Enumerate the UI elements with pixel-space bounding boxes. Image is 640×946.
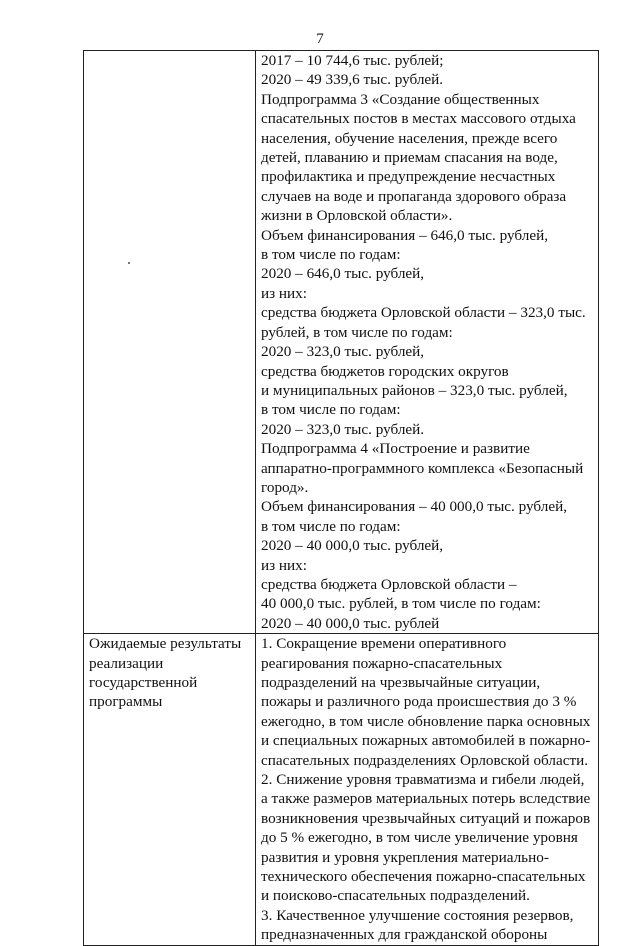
- row-label-line: реализации: [89, 654, 164, 672]
- content-line: населения, обучение населения, прежде всего: [261, 129, 558, 147]
- content-line: рублей, в том числе по годам:: [261, 323, 453, 341]
- content-line: Подпрограмма 4 «Построение и развитие: [261, 440, 530, 458]
- content-line: 2020 – 40 000,0 тыс. рублей,: [261, 537, 444, 555]
- content-line: профилактика и предупреждение несчастных: [261, 168, 556, 186]
- content-line: реагирования пожарно-спасательных: [261, 654, 503, 672]
- content-line: в том числе по годам:: [261, 401, 401, 419]
- content-line: 2. Снижение уровня травматизма и гибели людей,: [261, 771, 585, 789]
- content-line: аппаратно-программного комплекса «Безопасный: [261, 459, 584, 477]
- content-line: 1. Сокращение времени оперативного: [261, 635, 507, 653]
- content-line: 3. Качественное улучшение состояния резервов,: [261, 906, 574, 924]
- content-line: Подпрограмма 3 «Создание общественных: [261, 90, 540, 108]
- content-line: случаев на воде и пропаганда здорового образа: [261, 187, 567, 205]
- content-line: и муниципальных районов – 323,0 тыс. рублей,: [261, 381, 568, 399]
- content-line: жизни в Орловской области».: [261, 207, 453, 225]
- content-line: развития и уровня укрепления материально-: [261, 848, 549, 866]
- content-line: из них:: [261, 284, 307, 302]
- content-line: Объем финансирования – 40 000,0 тыс. рублей,: [261, 498, 567, 516]
- content-line: 2020 – 49 339,6 тыс. рублей.: [261, 71, 444, 89]
- table-row: [84, 634, 599, 946]
- content-line: 40 000,0 тыс. рублей, в том числе по годам:: [261, 595, 541, 613]
- content-line: средства бюджетов городских округов: [261, 362, 509, 380]
- row-label-cell: [84, 51, 256, 634]
- content-line: средства бюджета Орловской области – 323,0 тыс.: [261, 304, 586, 322]
- content-line: спасательных постов в местах массового отдыха: [261, 110, 576, 128]
- content-line: 2020 – 323,0 тыс. рублей,: [261, 343, 425, 361]
- content-line: в том числе по годам:: [261, 246, 401, 264]
- content-line: 2017 – 10 744,6 тыс. рублей;: [261, 52, 444, 69]
- content-line: и поисково-спасательных подразделений.: [261, 887, 530, 905]
- content-line: средства бюджета Орловской области –: [261, 575, 517, 593]
- content-line: 2020 – 323,0 тыс. рублей.: [261, 420, 425, 438]
- content-line: ежегодно, в том числе обновление парка основных: [261, 712, 591, 730]
- row-label-line: программы: [89, 693, 163, 711]
- content-line: из них:: [261, 556, 307, 574]
- passport-table: [83, 50, 599, 946]
- content-line: возникновения чрезвычайных ситуаций и пожаров: [261, 809, 591, 827]
- row-label-line: Ожидаемые результаты: [89, 635, 242, 653]
- content-line: спасательных подразделениях Орловской области.: [261, 751, 589, 769]
- content-line: а также размеров материальных потерь вследствие: [261, 790, 591, 808]
- content-line: город».: [261, 478, 309, 496]
- content-line: и специальных пожарных автомобилей в пожарно-: [261, 732, 591, 750]
- table-row: [84, 51, 599, 634]
- row-content-cell: [256, 51, 599, 634]
- content-line: 2020 – 40 000,0 тыс. рублей: [261, 614, 440, 632]
- row-label-cell: [84, 634, 256, 946]
- page-number: 7: [316, 31, 324, 47]
- row-content-cell: [256, 634, 599, 946]
- content-line: Объем финансирования – 646,0 тыс. рублей,: [261, 226, 549, 244]
- content-line: предназначенных для гражданской обороны: [261, 926, 548, 944]
- content-line: пожары и различного рода происшествия до 3 %: [261, 693, 577, 711]
- content-line: детей, плаванию и приемам спасания на воде,: [261, 149, 558, 167]
- content-line: подразделений на чрезвычайные ситуации,: [261, 674, 541, 691]
- content-line: технического обеспечения пожарно-спасательных: [261, 868, 586, 886]
- row-label-line: государственной: [89, 674, 198, 691]
- content-line: в том числе по годам:: [261, 517, 401, 535]
- content-line: 2020 – 646,0 тыс. рублей,: [261, 265, 425, 283]
- content-line: до 5 % ежегодно, в том числе увеличение уровня: [261, 829, 578, 847]
